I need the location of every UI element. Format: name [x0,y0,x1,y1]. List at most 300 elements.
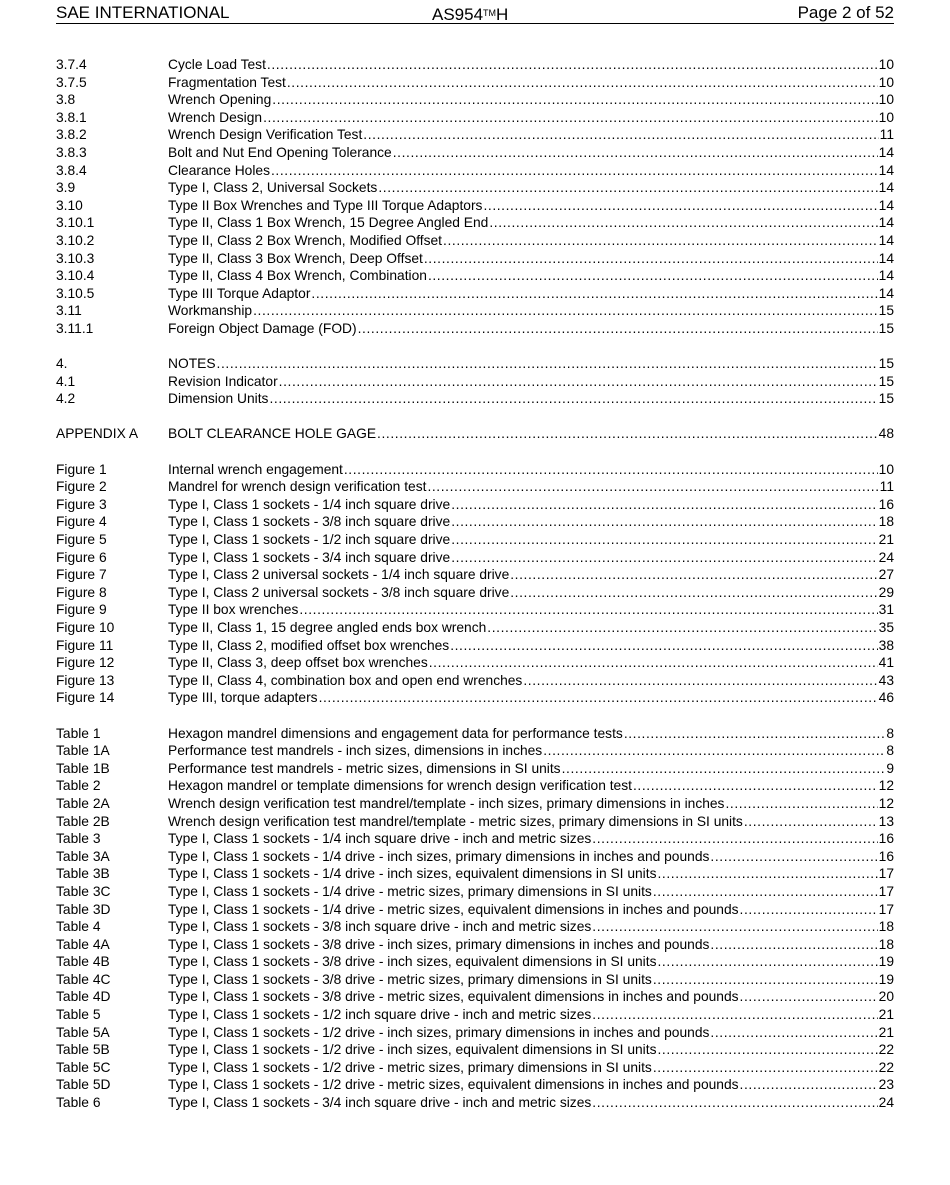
toc-entry-title-line [168,865,879,883]
toc-entry-title-line [168,848,879,866]
toc-entry-page: 21 [878,532,894,548]
toc-entry-title: Foreign Object Damage (FOD) [168,320,357,336]
toc-entry-page: 12 [878,795,894,811]
toc-entry [56,689,894,707]
toc-entry-page: 9 [886,760,894,776]
toc-entry-title-line [168,689,879,707]
toc-entry [56,1024,894,1042]
dot-leader [299,601,877,619]
toc-entry-number: Table 5D [56,1077,111,1093]
toc-entry [56,988,894,1006]
toc-entry-number: Table 3B [56,866,110,882]
toc-entry [56,197,894,215]
toc-entry-page: 14 [878,144,894,160]
toc-entry-title: Type I, Class 1 sockets - 1/2 inch square drive [168,532,451,548]
toc-entry-number: 4. [56,356,68,372]
dot-leader [489,214,877,232]
toc-entry-page: 14 [878,162,894,178]
toc-entry-title: NOTES [168,356,216,372]
toc-entry-page: 31 [878,602,894,618]
toc-entry [56,813,894,831]
document-id [432,3,508,25]
toc-entry-number: Table 4C [56,971,111,987]
toc-entry-title: Type I, Class 2 universal sockets - 3/8 inch square drive [168,584,510,600]
toc-entry-title: Type II, Class 1 Box Wrench, 15 Degree Angled End [168,215,489,231]
toc-entry-number: 3.11.1 [56,320,94,336]
dot-leader [592,830,877,848]
toc-entry-title-line [168,619,879,637]
toc-entry [56,91,894,109]
toc-entry-title-line [168,1006,879,1024]
toc-entry-title: Type II, Class 2, modified offset box wrenches [168,637,450,653]
page-number: Page 2 of 52 [797,3,894,22]
toc-entry-number: 3.8.4 [56,162,87,178]
toc-entry-title-line [168,214,879,232]
toc-entry-page: 10 [878,74,894,90]
toc-entry-title: BOLT CLEARANCE HOLE GAGE [168,426,377,442]
dot-leader [740,1076,878,1094]
toc-entry-number: APPENDIX A [56,426,139,442]
toc-entry-page: 46 [878,690,894,706]
toc-entry [56,865,894,883]
toc-entry-title: Type I, Class 1 sockets - 3/8 drive - metric sizes, primary dimensions in SI units [168,971,652,987]
toc-entry-title: Type II, Class 1, 15 degree angled ends box wrench [168,620,487,635]
toc-entry [56,373,894,391]
toc-entry-title-line [168,1041,879,1059]
toc-entry-title-line [168,267,879,285]
dot-leader [279,373,878,391]
toc-entry-number: Table 5A [56,1024,110,1040]
toc-entry-title: Wrench design verification test mandrel/template - inch sizes, primary dimensions in inches [168,795,725,811]
toc-entry-page: 14 [878,197,894,213]
toc-entry-title-line [168,830,879,848]
toc-entry-number: Table 4 [56,919,101,935]
toc-entry-title: Type I, Class 1 sockets - 1/4 drive - inch sizes, equivalent dimensions in SI units [168,866,657,882]
toc-entry-title-line [168,126,880,144]
toc-entry-title: Type I, Class 1 sockets - 1/4 drive - metric sizes, equivalent dimensions in inches and pounds [168,901,739,917]
toc-entry-number: Figure 7 [56,567,107,583]
dot-leader [592,1094,877,1112]
toc-entry-page: 22 [878,1059,894,1075]
toc-entry-title-line [168,496,879,514]
toc-entry-number: 3.10.1 [56,215,95,231]
toc-entry-page: 19 [878,954,894,970]
toc-entry-number: Figure 1 [56,461,107,477]
toc-entry [56,267,894,285]
toc-entry [56,56,894,74]
toc-entry [56,619,894,637]
toc-entry [56,566,894,584]
toc-entry-title-line [168,513,879,531]
toc-entry-page: 15 [878,356,894,372]
toc-entry-page: 15 [878,373,894,389]
toc-entry [56,179,894,197]
toc-entry-title-line [168,232,879,250]
dot-leader [744,813,878,831]
toc-entry-number: Figure 11 [56,637,114,653]
dot-leader [657,1041,877,1059]
toc-entry-page: 24 [878,549,894,565]
dot-leader [451,549,877,567]
toc-entry-title: Type II, Class 3, deep offset box wrenches [168,655,428,671]
toc-entry-title-line [168,795,879,813]
toc-entry [56,320,894,338]
toc-entry-page: 41 [878,655,894,671]
toc-entry-page: 10 [878,57,894,72]
toc-entry-page: 38 [878,637,894,653]
toc-entry-title: Wrench Opening [168,92,272,108]
toc-entry-title: Wrench Design [168,109,263,125]
toc-entry-title: Performance test mandrels - inch sizes, dimensions in inches [168,743,543,759]
toc-entry [56,672,894,690]
toc-entry-number: Table 6 [56,1095,101,1111]
toc-entry-title-line [168,601,879,619]
toc-entry-title: Bolt and Nut End Opening Tolerance [168,144,392,160]
toc-group [56,461,894,707]
toc-entry-number: Figure 2 [56,479,107,495]
toc-entry [56,777,894,795]
toc-entry-title: Type II Box Wrenches and Type III Torque Adaptors [168,197,483,213]
toc-entry-page: 14 [878,285,894,301]
toc-entry-title-line [168,742,886,760]
toc-entry-page: 14 [878,268,894,284]
toc-group [56,425,894,443]
dot-leader [424,250,878,268]
toc-entry-title: Performance test mandrels - metric sizes, dimensions in SI units [168,760,561,776]
toc-entry [56,795,894,813]
toc-entry-title: Type I, Class 1 sockets - 1/2 drive - metric sizes, equivalent dimensions in inches and pounds [168,1077,739,1093]
toc-entry-page: 12 [878,778,894,794]
dot-leader [443,232,878,250]
toc-entry-title: Type II, Class 3 Box Wrench, Deep Offset [168,250,423,266]
toc-entry-number: 3.10.5 [56,285,95,301]
toc-entry-number: Table 5B [56,1042,110,1058]
toc-entry-title-line [168,1059,879,1077]
dot-leader [510,584,877,602]
toc-entry [56,1041,894,1059]
toc-entry-title: Type I, Class 1 sockets - 3/8 drive - inch sizes, equivalent dimensions in SI units [168,954,657,970]
toc-entry-title-line [168,760,886,778]
toc-entry [56,742,894,760]
toc-entry-title: Type I, Class 1 sockets - 1/4 inch square drive [168,496,451,512]
toc-entry [56,461,894,479]
toc-entry-page: 16 [878,848,894,864]
toc-entry [56,74,894,92]
toc-entry-number: Figure 8 [56,584,107,600]
dot-leader [487,619,877,637]
toc-entry-title-line [168,1024,879,1042]
dot-leader [633,777,878,795]
toc-entry-number: 3.8.2 [56,127,87,143]
toc-entry-page: 17 [878,883,894,899]
toc-entry-title: Type I, Class 1 sockets - 3/8 inch square drive - inch and metric sizes [168,919,592,935]
toc-entry-title-line [168,637,879,655]
toc-entry-title: Wrench Design Verification Test [168,127,363,143]
toc-entry-number: 3.7.5 [56,74,87,90]
toc-entry-title: Hexagon mandrel or template dimensions for wrench design verification test [168,778,632,794]
toc-entry-title: Wrench design verification test mandrel/template - metric sizes, primary dimensions in SI units [168,813,743,829]
toc-entry [56,162,894,180]
organization-name: SAE INTERNATIONAL [56,3,230,22]
dot-leader [483,197,877,215]
toc-entry [56,1059,894,1077]
toc-entry-number: Table 3A [56,848,110,864]
toc-entry-page: 14 [878,250,894,266]
dot-leader [363,126,878,144]
toc-entry [56,848,894,866]
dot-leader [311,285,877,303]
dot-leader [428,267,878,285]
toc-entry [56,601,894,619]
dot-leader [725,795,877,813]
toc-entry-title-line [168,549,879,567]
toc-entry-number: Table 1 [56,725,101,741]
toc-entry-number: Table 2B [56,813,110,829]
dot-leader [510,566,877,584]
toc-entry-page: 23 [878,1077,894,1093]
toc-entry-number: 4.2 [56,391,76,407]
toc-entry [56,936,894,954]
page-header [56,3,894,24]
dot-leader [378,179,877,197]
toc-entry [56,1076,894,1094]
toc-entry-title-line [168,1076,879,1094]
toc-entry-title-line [168,74,879,92]
toc-entry [56,390,894,408]
dot-leader [653,971,878,989]
dot-leader [287,74,878,92]
toc-entry-title: Clearance Holes [168,162,270,178]
toc-entry-title: Type III Torque Adaptor [168,285,311,301]
dot-leader [358,320,878,338]
toc-entry-page: 18 [878,514,894,530]
toc-entry-title-line [168,531,879,549]
toc-group [56,56,894,338]
toc-entry-title-line [168,777,879,795]
toc-entry-number: 3.10.3 [56,250,95,266]
toc-entry-number: Table 5C [56,1059,111,1075]
toc-entry-page: 11 [879,127,894,143]
toc-entry-number: 3.10 [56,197,83,213]
toc-entry-title: Type II, Class 4, combination box and open end wrenches [168,672,523,688]
toc-entry-title-line [168,373,879,391]
toc-entry-title-line [168,654,879,672]
toc-entry-title: Type I, Class 1 sockets - 1/4 inch square drive - inch and metric sizes [168,831,592,847]
toc-entry-page: 21 [878,1024,894,1040]
toc-entry-title: Dimension Units [168,391,269,407]
toc-entry-number: 3.8.1 [56,109,87,125]
toc-entry-number: Table 5 [56,1007,101,1023]
toc-entry-title-line [168,953,879,971]
dot-leader [592,1006,877,1024]
toc-entry [56,725,894,743]
toc-entry-page: 14 [878,215,894,231]
document-revision: H [496,5,509,24]
dot-leader [217,355,878,373]
toc-entry-title-line [168,883,879,901]
toc-entry-page: 10 [878,109,894,125]
toc-group [56,725,894,1112]
toc-entry [56,1094,894,1112]
toc-entry-page: 15 [878,391,894,407]
toc-entry-page: 29 [878,584,894,600]
toc-entry-title-line [168,672,879,690]
toc-entry-title: Fragmentation Test [168,74,286,90]
toc-entry-number: Table 2A [56,795,110,811]
toc-entry-title: Type II box wrenches [168,602,299,618]
toc-entry-number: 3.10.4 [56,268,95,284]
toc-entry [56,214,894,232]
toc-entry-page: 11 [879,479,894,495]
toc-entry-page: 8 [886,743,894,759]
toc-entry-title: Type I, Class 1 sockets - 3/4 inch square drive - inch and metric sizes [168,1095,592,1111]
toc-entry [56,232,894,250]
toc-entry-title-line [168,250,879,268]
toc-entry-title-line [168,584,879,602]
toc-entry-title-line [168,478,880,496]
trademark-mark: TM [483,8,497,18]
dot-leader [562,760,886,778]
toc-entry-title-line [168,355,879,373]
toc-entry-page: 16 [878,831,894,847]
toc-entry [56,285,894,303]
toc-entry-page: 16 [878,496,894,512]
dot-leader [450,637,877,655]
toc-entry [56,549,894,567]
toc-entry [56,478,894,496]
toc-entry-page: 24 [878,1095,894,1111]
dot-leader [451,496,877,514]
toc-entry-number: Table 4D [56,989,111,1005]
toc-entry-title-line [168,302,879,320]
toc-entry-number: 3.7.4 [56,57,87,72]
dot-leader [710,1024,877,1042]
toc-entry-page: 17 [878,901,894,917]
toc-group [56,355,894,408]
toc-entry-page: 10 [878,92,894,108]
toc-entry-title-line [168,725,886,743]
toc-entry-number: Figure 9 [56,602,107,618]
toc-entry-title: Type I, Class 1 sockets - 3/8 inch square drive [168,514,451,530]
dot-leader [740,988,878,1006]
toc-entry-number: Figure 4 [56,514,107,530]
dot-leader [267,56,878,74]
toc-entry-number: 3.11 [56,303,82,319]
dot-leader [429,654,878,672]
toc-entry-title: Type I, Class 1 sockets - 1/2 inch square drive - inch and metric sizes [168,1007,592,1023]
toc-entry-title-line [168,109,879,127]
toc-entry-title-line [168,56,879,74]
toc-entry-title-line [168,566,879,584]
dot-leader [451,531,877,549]
toc-entry-number: Table 4B [56,954,110,970]
toc-entry-page: 8 [886,725,894,741]
toc-entry [56,513,894,531]
dot-leader [624,725,886,743]
toc-entry-title: Type I, Class 1 sockets - 1/2 drive - inch sizes, equivalent dimensions in SI units [168,1042,657,1058]
toc-entry-title: Revision Indicator [168,373,278,389]
toc-entry-title-line [168,901,879,919]
toc-entry-number: Table 3D [56,901,111,917]
toc-entry-page: 14 [878,232,894,248]
toc-entry-title: Hexagon mandrel dimensions and engagement data for performance tests [168,725,623,741]
dot-leader [344,461,878,479]
toc-entry [56,830,894,848]
toc-entry-title: Type I, Class 1 sockets - 1/2 drive - metric sizes, primary dimensions in SI units [168,1059,652,1075]
toc-entry-title-line [168,179,879,197]
toc-entry-title-line [168,390,879,408]
toc-entry-number: Figure 12 [56,655,115,671]
toc-entry-title: Mandrel for wrench design verification test [168,479,427,495]
toc-entry-number: Figure 14 [56,690,115,706]
toc-entry [56,918,894,936]
dot-leader [451,513,877,531]
dot-leader [592,918,877,936]
toc-entry-title: Type III, torque adapters [168,690,318,706]
toc-entry [56,953,894,971]
document-number: AS954 [432,5,484,24]
dot-leader [653,1059,878,1077]
toc-entry-title: Type I, Class 1 sockets - 3/8 drive - inch sizes, primary dimensions in inches and pounds [168,936,710,952]
dot-leader [740,901,878,919]
toc-entry-number: 3.8.3 [56,144,87,160]
toc-entry-title-line [168,813,879,831]
toc-entry-page: 15 [878,303,894,319]
toc-entry-number: 3.8 [56,92,76,108]
toc-entry-title: Type I, Class 1 sockets - 3/8 drive - metric sizes, equivalent dimensions in inches and pounds [168,989,739,1005]
toc-entry-page: 10 [878,461,894,477]
toc-entry-title-line [168,936,879,954]
toc-entry [56,760,894,778]
toc-entry-number: Table 3 [56,831,101,847]
toc-entry [56,901,894,919]
toc-entry-number: Table 1B [56,760,110,776]
dot-leader [272,91,877,109]
toc-entry-number: 4.1 [56,373,76,389]
toc-entry-number: Figure 10 [56,620,115,635]
toc-entry-number: Table 3C [56,883,111,899]
toc-entry-title-line [168,285,879,303]
toc-entry [56,425,894,443]
dot-leader [523,672,877,690]
toc-entry-title: Type I, Class 1 sockets - 1/4 drive - metric sizes, primary dimensions in SI units [168,883,652,899]
dot-leader [543,742,885,760]
toc-entry [56,654,894,672]
toc-entry-title-line [168,144,879,162]
toc-entry-page: 27 [878,567,894,583]
toc-entry [56,496,894,514]
toc-entry [56,302,894,320]
dot-leader [653,883,878,901]
toc-entry [56,883,894,901]
toc-entry-page: 13 [878,813,894,829]
dot-leader [427,478,878,496]
dot-leader [253,302,878,320]
toc-entry-title: Cycle Load Test [168,57,266,72]
toc-entry-title: Type II, Class 2 Box Wrench, Modified Offset [168,232,443,248]
toc-entry-page: 15 [878,320,894,336]
toc-entry [56,971,894,989]
toc-entry-page: 18 [878,936,894,952]
dot-leader [710,936,877,954]
toc-entry-number: Table 4A [56,936,110,952]
toc-entry-number: Table 1A [56,743,110,759]
toc-entry-number: Figure 3 [56,496,107,512]
toc-entry [56,1006,894,1024]
toc-entry-title: Type I, Class 1 sockets - 3/4 inch square drive [168,549,451,565]
toc-entry [56,584,894,602]
toc-entry-title: Type I, Class 2, Universal Sockets [168,180,378,196]
